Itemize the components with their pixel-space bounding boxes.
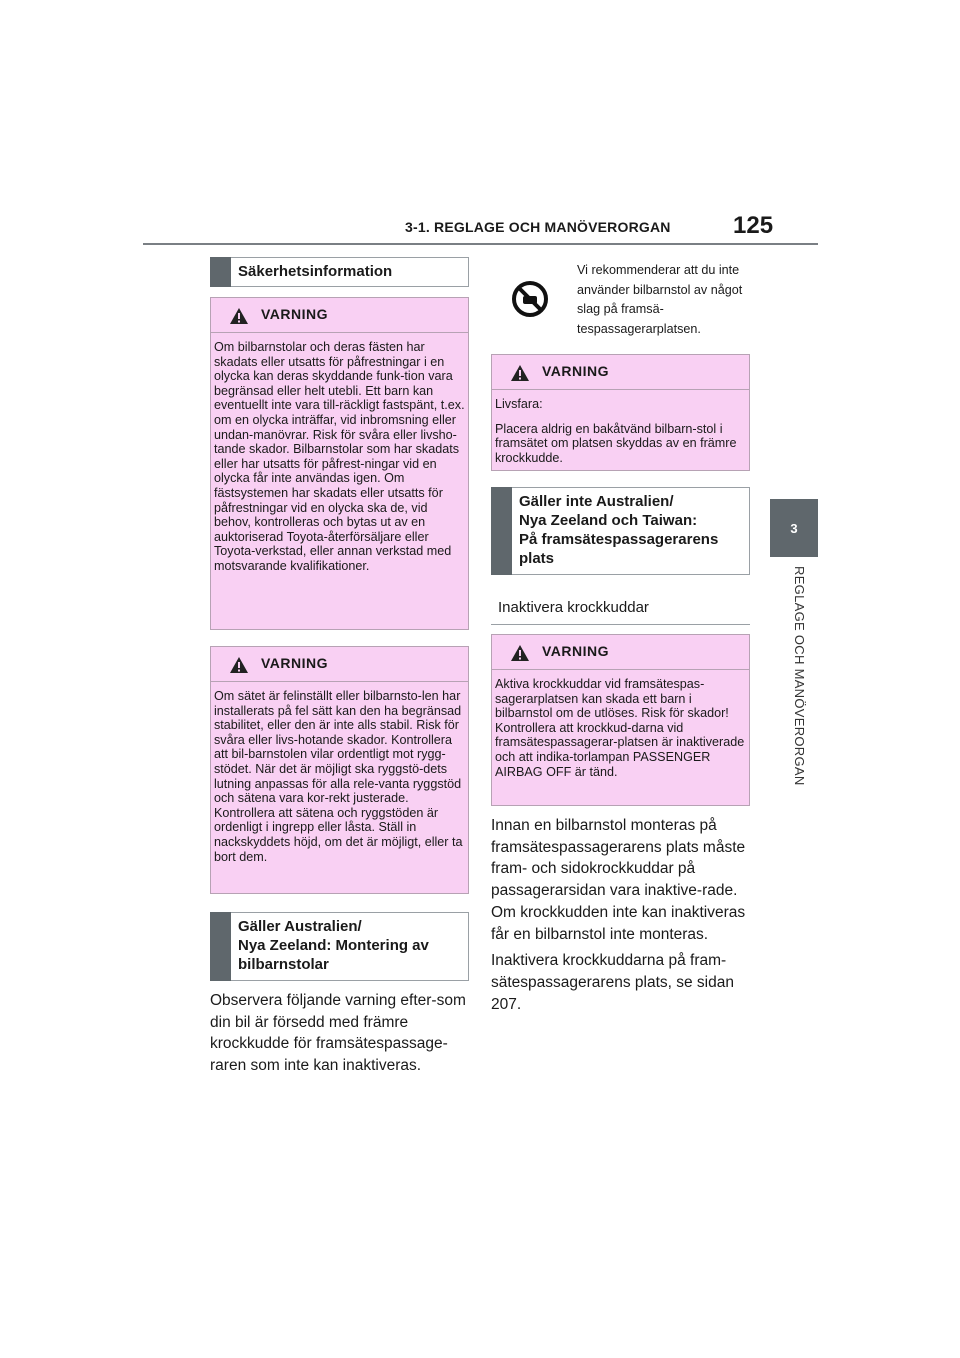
section-heading-australia: [210, 912, 469, 981]
heading-line: Nya Zeeland och Taiwan:: [519, 512, 698, 529]
heading-bar: [210, 257, 231, 287]
warning-text: Om sätet är felinställt eller bilbarnsto-len har installerats på fel sätt kan den ha begränsad stabilitet, eller den är inte alls stabil. Risk för svåra eller livs-hotande skador. Kontrollera att bil-barnstolen vilar ordentligt mot rygg-stödet. När det är möjligt ska ryggstö-dets lutning anpassas för alla rele-vanta ryggstöd och sätena vara kor-rekt justerade. Kontrollera att sätena och ryggstöden är ordenligt i ingrepp eller låsta. Ställ in nackskyddets höjd, om det är möjligt, eller ta bort dem.: [214, 689, 463, 864]
paragraph-text: Innan en bilbarnstol monteras på framsätespassagerarens plats måste fram- och sidokrockkuddar på passagerarsidan vara inaktive-rade. Om krockkudden inte kan inaktiveras får en bilbarnstol inte monteras.: [491, 817, 746, 943]
page-number: 125: [733, 212, 774, 239]
header-divider: [143, 243, 818, 245]
heading-line: På framsätespassagerarens: [519, 531, 719, 548]
warning-box-active-airbags: [491, 634, 750, 806]
warning-body: [492, 670, 749, 779]
section-header-title: 3-1. REGLAGE OCH MANÖVERORGAN: [405, 219, 671, 235]
warning-body: [492, 390, 749, 465]
warning-header: [211, 298, 468, 333]
section-heading-text: [238, 917, 429, 974]
warning-label: VARNING: [261, 306, 329, 322]
warning-box-damaged-seats: [210, 297, 469, 630]
chapter-tab: [770, 499, 818, 557]
warning-box-rear-facing: [491, 354, 750, 471]
subheading-divider: [491, 624, 750, 625]
warning-body: [211, 333, 468, 574]
paragraph-text: Observera följande varning efter-som din bil är försedd med främre krockkudde för framsätespassage-raren som inte kan inaktiveras.: [210, 992, 466, 1075]
section-heading-not-australia: [491, 487, 750, 575]
heading-line: Gäller inte Australien/: [519, 493, 674, 510]
heading-line: Gäller Australien/: [238, 918, 362, 935]
warning-triangle-icon: [510, 364, 530, 382]
warning-header: [211, 647, 468, 682]
body-paragraph-right: [491, 815, 753, 1020]
warning-label: VARNING: [261, 655, 329, 671]
heading-line: bilbarnstolar: [238, 956, 329, 973]
warning-triangle-icon: [510, 644, 530, 662]
warning-label: VARNING: [542, 643, 610, 659]
warning-text: Aktiva krockkuddar vid framsätespas-sagerarplatsen kan skada ett barn i bilbarnstol om de utlöses. Risk för skador! Kontrollera att krockkud-darna vid framsätespassagerar-platsen är inaktiverade och att indika-torlampan PASSENGER AIRBAG OFF är tänd.: [495, 677, 745, 779]
warning-text: Livsfara:: [495, 397, 543, 411]
warning-header: [492, 635, 749, 670]
warning-text: Placera aldrig en bakåtvänd bilbarn-stol i framsätet om platsen skyddas av en främre krockkudde.: [495, 421, 737, 465]
paragraph-text: Inaktivera krockkuddarna på fram-sätespassagerarens plats, se sidan 207.: [491, 952, 734, 1013]
chapter-side-label: REGLAGE OCH MANÖVERORGAN: [792, 566, 807, 786]
section-heading-safety: [210, 257, 469, 287]
section-heading-text: Säkerhetsinformation: [238, 263, 393, 280]
chapter-number: 3: [790, 520, 798, 536]
heading-bar: [491, 487, 512, 575]
heading-line: Nya Zeeland: Montering av: [238, 937, 429, 954]
heading-line: plats: [519, 550, 555, 567]
icon-note-text: Vi rekommenderar att du inte använder bilbarnstol av något slag på framsä-tespassagerarplatsen.: [577, 263, 743, 336]
warning-label: VARNING: [542, 363, 610, 379]
no-child-seat-icon: [511, 280, 549, 318]
warning-box-seat-stability: [210, 646, 469, 894]
warning-body: [211, 682, 468, 864]
body-paragraph-left: [210, 990, 475, 1082]
section-heading-text: [519, 492, 718, 568]
heading-bar: [210, 912, 231, 981]
warning-header: [492, 355, 749, 390]
subheading-deactivate-airbags: Inaktivera krockkuddar: [498, 599, 649, 616]
warning-triangle-icon: [229, 656, 249, 674]
warning-triangle-icon: [229, 307, 249, 325]
warning-text: Om bilbarnstolar och deras fästen har skadats eller utsatts för påfrestningar i en olycka kan deras skyddande funk-tion vara begränsad eller helt utebli. Ett barn kan eventuellt inte vara till-räckligt fastspänt, t.ex. om en olycka inträffar, vid inbromsning eller undan-manövrar. Risk för svåra eller livsho-tande skador. Bilbarnstolar som har skadats eller har utsatts för påfrest-ningar vid en olycka får inte användas igen. Om fästsystemen har skadats eller utsatts för påfrestningar vid en olycka ska de, vid behov, kontrolleras och bytas ut av en auktoriserad Toyota-återförsäljare eller Toyota-verkstad, eller annan verkstad med motsvarande kvalifikationer.: [214, 340, 465, 573]
